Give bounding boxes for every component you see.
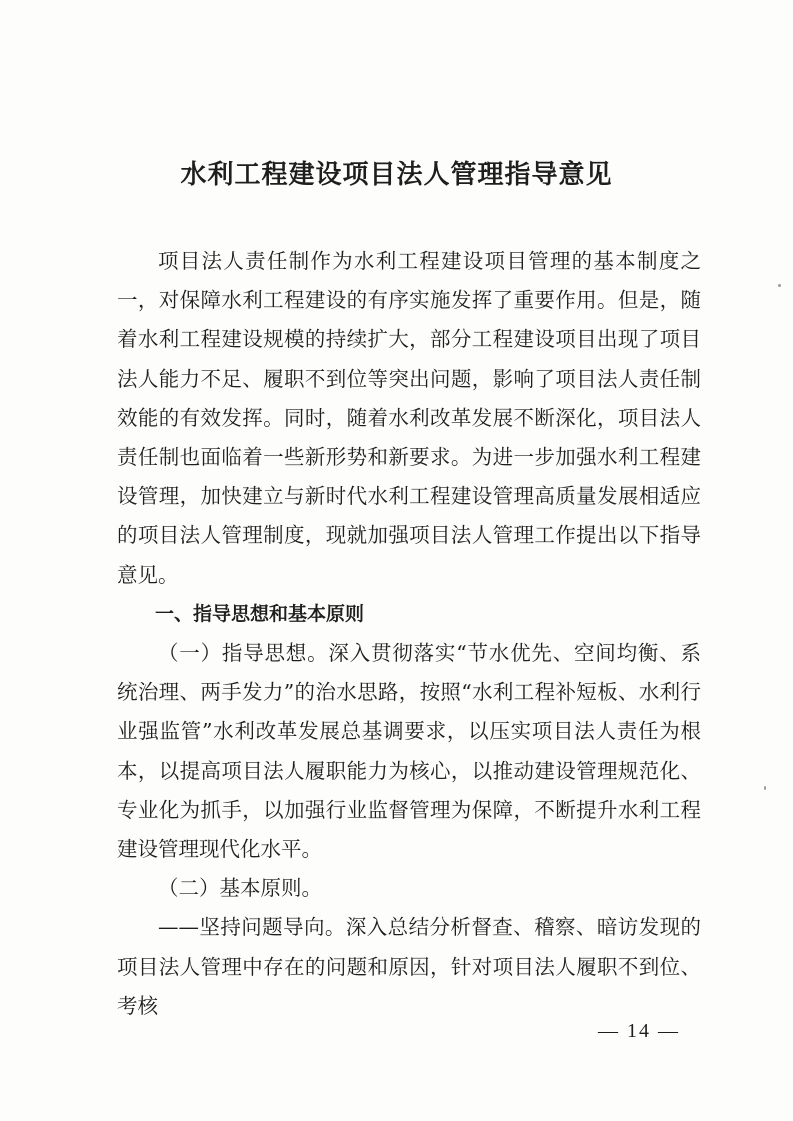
paragraph-basic-principles: （二）基本原则。 — [158, 876, 322, 901]
paragraph-guiding-ideology: （一）指导思想。深入贯彻落实“节水优先、空间均衡、系统治理、两手发力”的治水思路，按照“水利工程补短板、水利行业强监管”水利改革发展总基调要求，以压实项目法人责任为根本，以提高项目法人履职能力为核心，以推动建设管理规范化、专业化为抓手，以加强行业监督管理为保障，不断提升水利工程建设管理现代化水平。 — [117, 641, 701, 862]
scan-speck — [778, 284, 781, 287]
paragraph-problem-oriented: ——坚持问题导向。深入总结分析督查、稽察、暗访发现的项目法人管理中存在的问题和原因，针对项目法人履职不到位、考核 — [117, 915, 701, 1018]
document-title: 水利工程建设项目法人管理指导意见 — [180, 160, 613, 190]
page-number: — 14 — — [598, 1020, 680, 1042]
scan-speck — [764, 786, 766, 790]
paragraph-intro: 项目法人责任制作为水利工程建设项目管理的基本制度之一，对保障水利工程建设的有序实施发挥了重要作用。但是，随着水利工程建设规模的持续扩大，部分工程建设项目出现了项目法人能力不足、履职不到位等突出问题，影响了项目法人责任制效能的有效发挥。同时，随着水利改革发展不断深化，项目法人责任制也面临着一些新形势和新要求。为进一步加强水利工程建设管理，加快建立与新时代水利工程建设管理高质量发展相适应的项目法人管理制度，现就加强项目法人管理工作提出以下指导意见。 — [117, 249, 701, 587]
document-body — [117, 242, 701, 1026]
section-heading: 一、指导思想和基本原则 — [155, 602, 365, 625]
